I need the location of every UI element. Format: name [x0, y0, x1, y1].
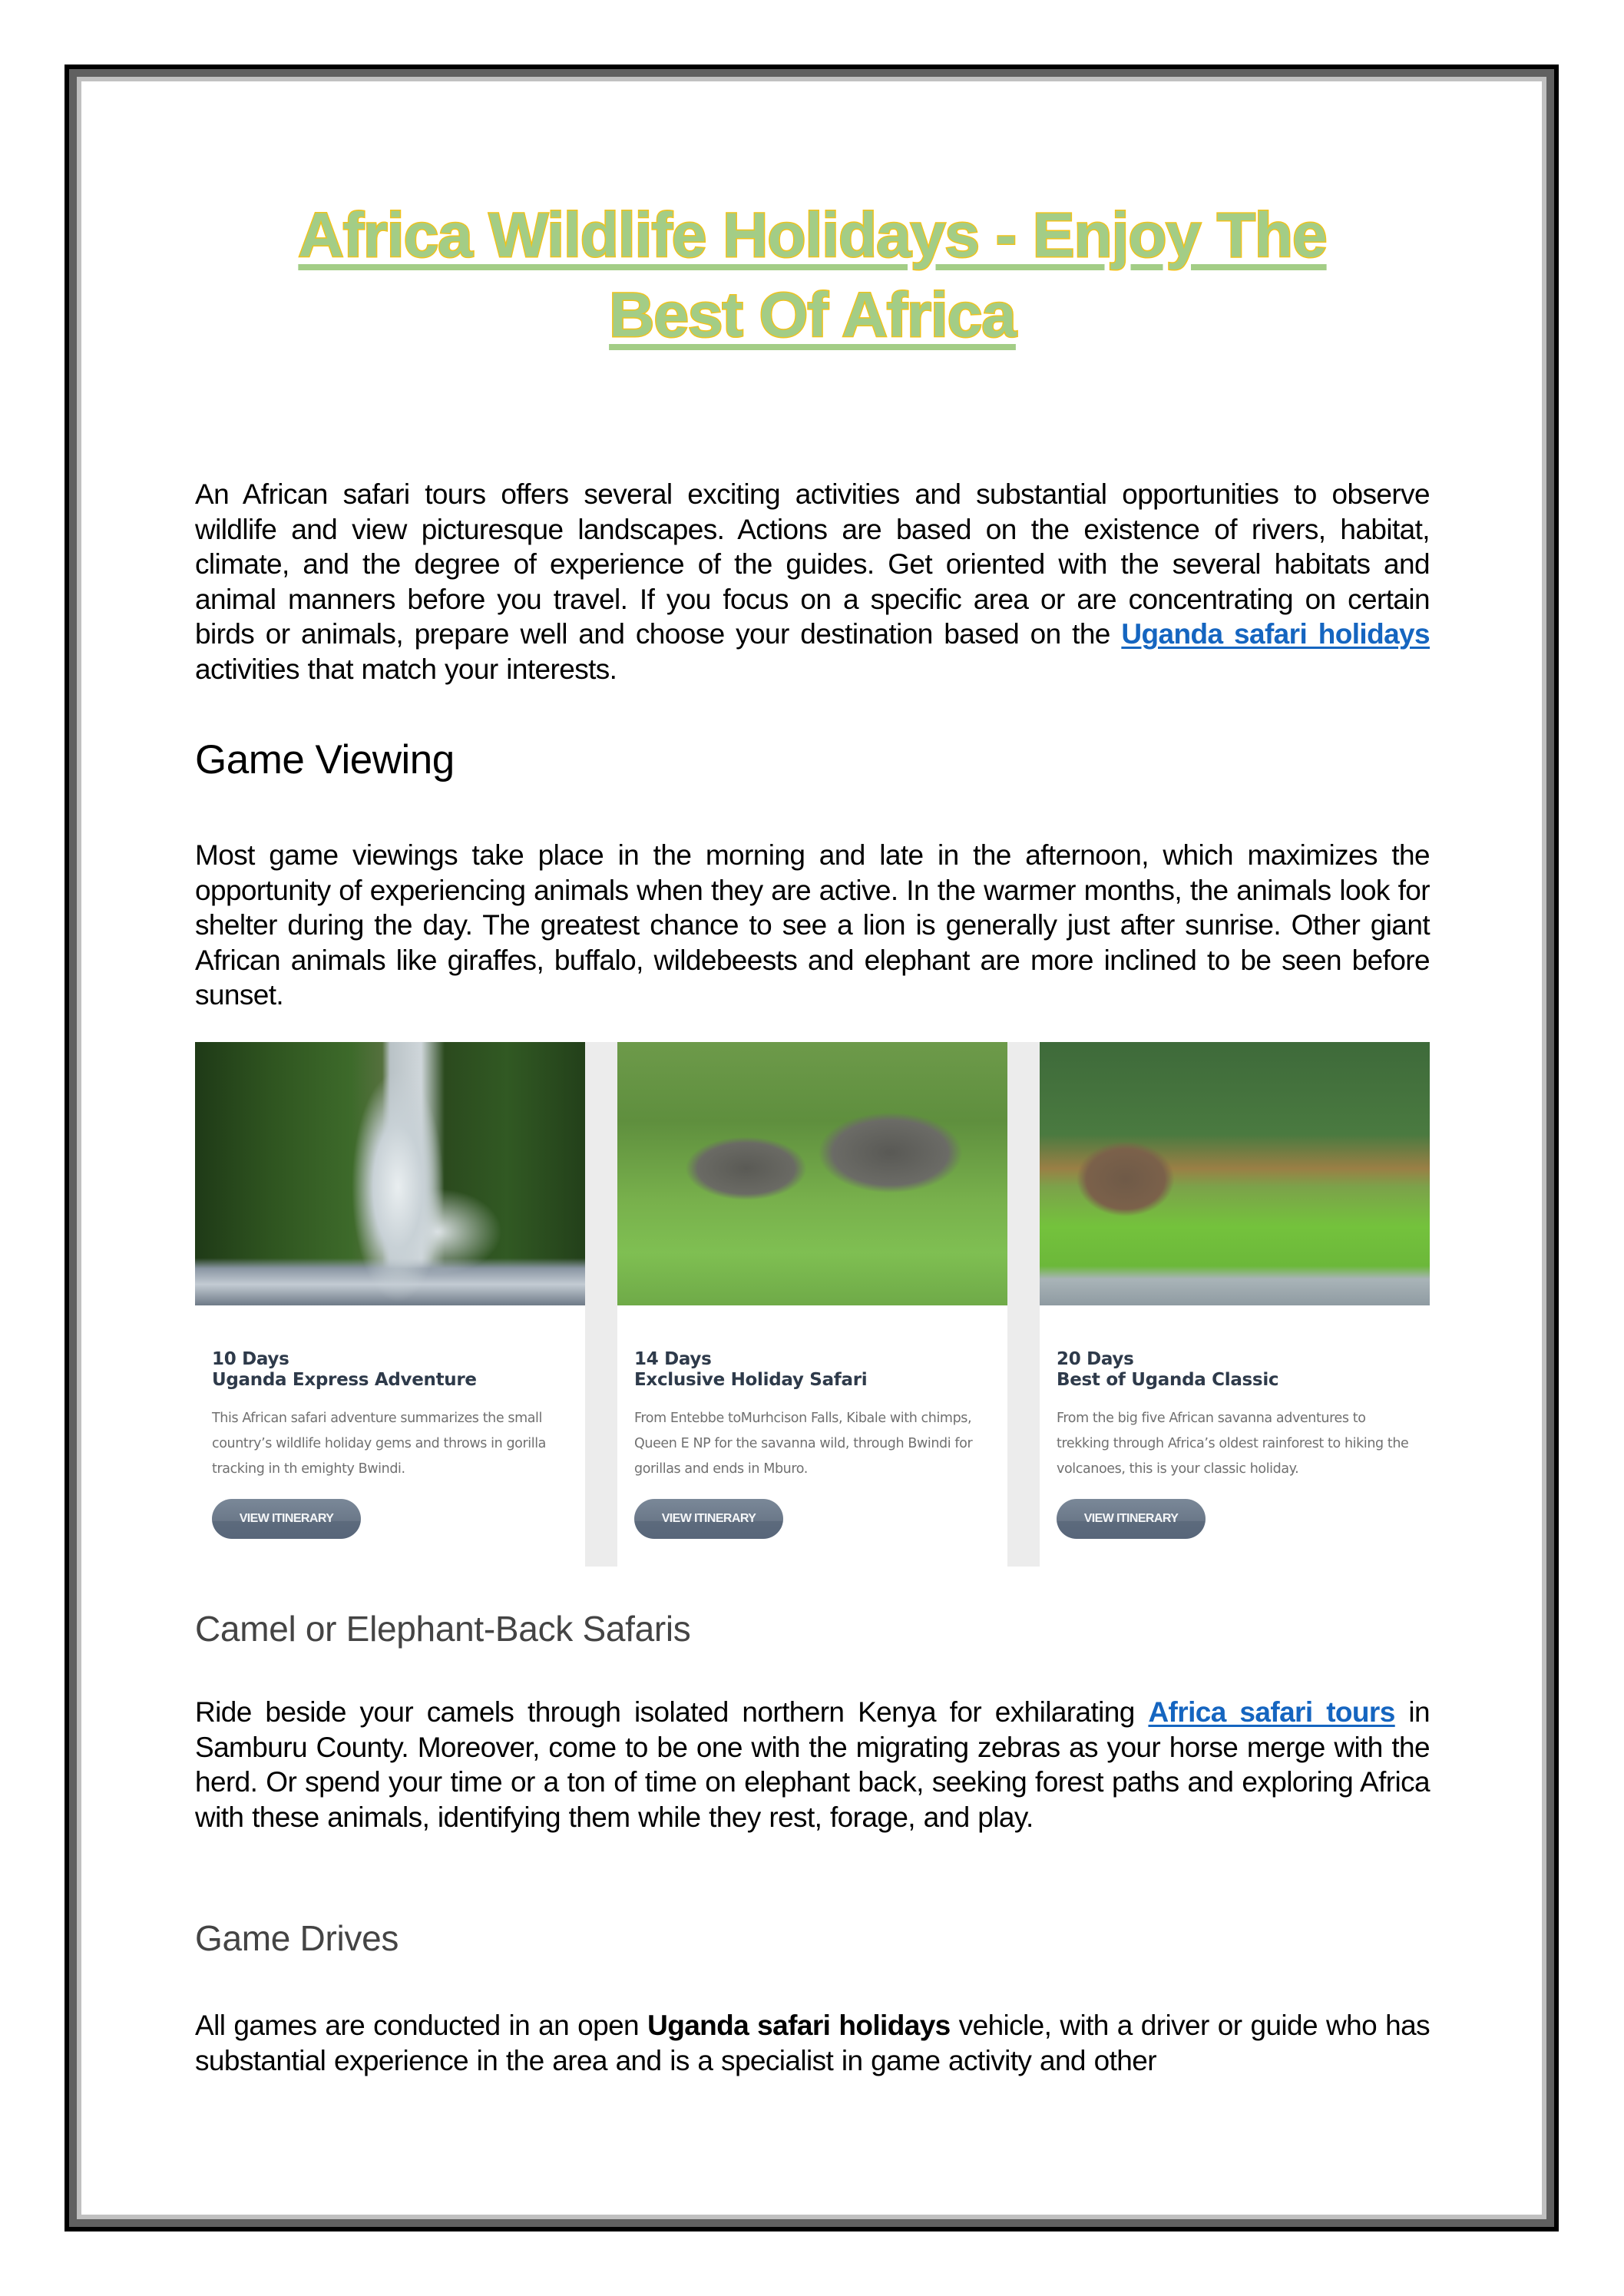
tour-cards-row	[195, 1042, 1430, 1567]
waterfall-photo	[195, 1042, 585, 1305]
elephant-photo	[1040, 1042, 1430, 1305]
camel-safaris-heading: Camel or Elephant-Back Safaris	[195, 1609, 691, 1649]
tour-duration: 14 Days	[634, 1349, 712, 1369]
tour-description: This African safari adventure summarizes the small country’s wildlife holiday gems and throws in gorilla tracking in th emighty Bwindi.	[212, 1411, 546, 1477]
game-viewing-paragraph: Most game viewings take place in the morning and late in the afternoon, which maximizes the opportunity of experiencing animals when they are active. In the warmer months, the animals look for shelter during the day. The greatest chance to see a lion is generally just after sunrise. Other giant African animals like giraffes, buffalo, wildebeests and elephant are more inclined to be seen before sunset.	[195, 839, 1430, 1011]
tour-name: Exclusive Holiday Safari	[634, 1370, 868, 1390]
intro-text: An African safari tours offers several exciting activities and substantial opportunities to observe wildlife and view picturesque landscapes. Actions are based on the existence of rivers, habitat, climate, and the degree of experience of the guides. Get oriented with the several habitats and animal manners before you travel. If you focus on a specific area or are concentrating on certain birds or animals, prepare well and choose your destination based on the	[195, 478, 1430, 650]
camel-safaris-paragraph	[195, 1695, 1430, 1834]
tour-name: Best of Uganda Classic	[1057, 1370, 1279, 1390]
view-itinerary-button[interactable]: VIEW ITINERARY	[634, 1499, 783, 1539]
game-drives-paragraph	[195, 2008, 1430, 2078]
tour-card	[617, 1042, 1007, 1567]
intro-text-end: activities that match your interests.	[195, 653, 617, 685]
camel-text-end: in Samburu County. Moreover, come to be one with the migrating zebras as your horse merge with the herd. Or spend your time or a ton of time on elephant back, seeking forest paths and exploring Africa with these animals, identifying them while they rest, forage, and play.	[195, 1696, 1430, 1833]
camel-text: Ride beside your camels through isolated northern Kenya for exhilarating	[195, 1696, 1149, 1728]
tour-card	[195, 1042, 585, 1567]
page-title	[195, 196, 1430, 356]
tour-name: Uganda Express Adventure	[212, 1370, 477, 1390]
game-drives-text: All games are conducted in an open	[195, 2010, 648, 2041]
uganda-safari-holidays-link[interactable]: Uganda safari holidays	[1121, 618, 1431, 650]
tour-description: From the big five African savanna adventures to trekking through Africa’s oldest rainforest to hiking the volcanoes, this is your classic holiday.	[1057, 1411, 1409, 1477]
tour-duration: 20 Days	[1057, 1349, 1134, 1369]
tour-description: From Entebbe toMurhcison Falls, Kibale with chimps, Queen E NP for the savanna wild, through Bwindi for gorillas and ends in Mburo.	[634, 1411, 973, 1477]
intro-paragraph	[195, 477, 1430, 686]
title-line-2: Best Of Africa	[609, 280, 1016, 350]
game-drives-text-end: vehicle, with a driver or guide who has substantial experience in the area and is a specialist in game activity and other	[195, 2010, 1431, 2076]
view-itinerary-button[interactable]: VIEW ITINERARY	[1057, 1499, 1206, 1539]
title-line-1: Africa Wildlife Holidays - Enjoy The	[298, 200, 1327, 270]
tour-duration: 10 Days	[212, 1349, 289, 1369]
view-itinerary-button[interactable]: VIEW ITINERARY	[212, 1499, 361, 1539]
game-drives-heading: Game Drives	[195, 1918, 399, 1958]
rhinos-photo	[617, 1042, 1007, 1305]
uganda-safari-holidays-bold: Uganda safari holidays	[647, 2010, 951, 2041]
africa-safari-tours-link[interactable]: Africa safari tours	[1148, 1696, 1395, 1728]
game-viewing-heading: Game Viewing	[195, 737, 455, 782]
tour-card	[1040, 1042, 1430, 1567]
